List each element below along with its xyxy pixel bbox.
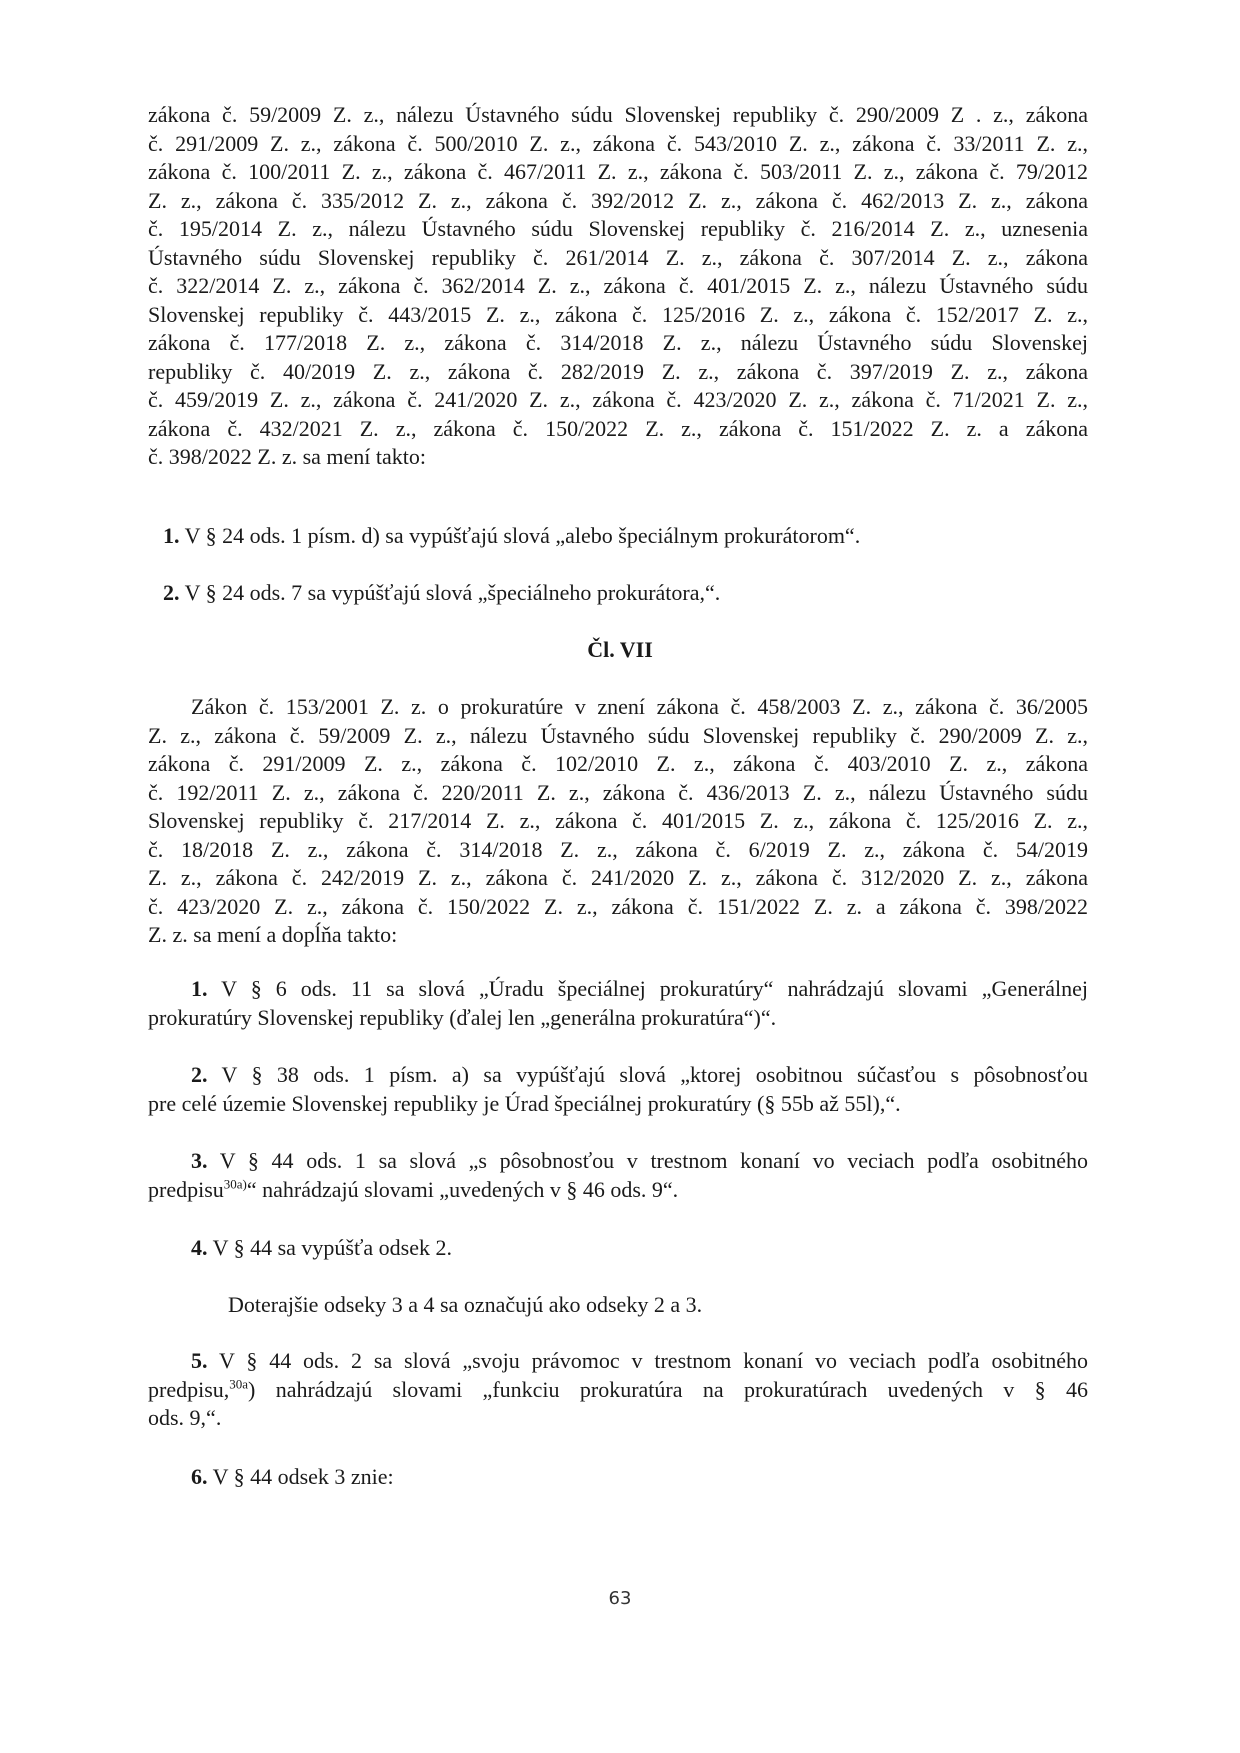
amendment-item-b1 — [148, 976, 1088, 1033]
text-line: č. 398/2022 Z. z. sa mení takto: — [148, 444, 426, 469]
item-number: 6. — [191, 1464, 208, 1489]
text-line — [148, 1177, 1088, 1206]
amendment-item-b2 — [148, 1062, 1088, 1119]
text-line: Zákon č. 153/2001 Z. z. o prokuratúre v znení zákona č. 458/2003 Z. z., zákona č. 36/2005 — [191, 694, 1088, 719]
text-line: č. 195/2014 Z. z., nálezu Ústavného súdu Slovenskej republiky č. 216/2014 Z. z., uznesenia — [148, 216, 1088, 241]
amendment-item-b4-note: Doterajšie odseky 3 a 4 sa označujú ako odseky 2 a 3. — [228, 1292, 703, 1317]
paragraph-amendment-list — [148, 102, 1088, 473]
item-number: 5. — [191, 1348, 208, 1373]
text-line: zákona č. 100/2011 Z. z., zákona č. 467/2011 Z. z., zákona č. 503/2011 Z. z., zákona č. 79/2012 — [148, 159, 1088, 184]
amendment-item-1 — [163, 522, 1088, 551]
text-line: zákona č. 432/2021 Z. z., zákona č. 150/2022 Z. z., zákona č. 151/2022 Z. z. a zákona — [148, 415, 1088, 441]
amendment-item-b3 — [148, 1148, 1088, 1205]
page-number: 63 — [608, 1588, 632, 1609]
text-line: Slovenskej republiky č. 443/2015 Z. z., zákona č. 125/2016 Z. z., zákona č. 152/2017 Z. z., — [148, 301, 1088, 327]
text-line — [148, 1148, 1088, 1177]
article-heading: Čl. VII — [587, 637, 653, 662]
item-number: 1. — [191, 976, 208, 1001]
text-line — [148, 1062, 1088, 1091]
item-text: V § 44 odsek 3 znie: — [207, 1464, 394, 1489]
text-line: č. 423/2020 Z. z., zákona č. 150/2022 Z. z., zákona č. 151/2022 Z. z. a zákona č. 398/2022 — [148, 893, 1088, 919]
item-number: 2. — [163, 580, 180, 605]
text-line: č. 291/2009 Z. z., zákona č. 500/2010 Z. z., zákona č. 543/2010 Z. z., zákona č. 33/2011 Z. z., — [148, 130, 1088, 156]
item-text: V § 44 sa vypúšťa odsek 2. — [207, 1235, 452, 1260]
text-line: Z. z. sa mení a dopĺňa takto: — [148, 922, 398, 947]
item-number: 4. — [191, 1235, 208, 1260]
amendment-item-b4 — [191, 1234, 1116, 1263]
footnote-reference: 30a) — [223, 1176, 247, 1192]
text-line — [148, 1377, 1088, 1406]
text-line: Ústavného súdu Slovenskej republiky č. 261/2014 Z. z., zákona č. 307/2014 Z. z., zákona — [148, 244, 1088, 270]
item-text: V § 44 ods. 1 sa slová „s pôsobnosťou v trestnom konaní vo veciach podľa osobitného — [207, 1148, 1088, 1173]
footnote-reference: 30a — [229, 1376, 249, 1392]
text-line: Z. z., zákona č. 59/2009 Z. z., nálezu Ústavného súdu Slovenskej republiky č. 290/2009 Z. z., — [148, 722, 1088, 748]
text-line — [148, 976, 1088, 1005]
text-line: prokuratúry Slovenskej republiky (ďalej len „generálna prokuratúra“)“. — [148, 1004, 777, 1030]
text-line: č. 18/2018 Z. z., zákona č. 314/2018 Z. z., zákona č. 6/2019 Z. z., zákona č. 54/2019 — [148, 836, 1088, 862]
text-line: Z. z., zákona č. 242/2019 Z. z., zákona č. 241/2020 Z. z., zákona č. 312/2020 Z. z., zákona — [148, 865, 1088, 890]
item-text: V § 44 ods. 2 sa slová „svoju právomoc v trestnom konaní vo veciach podľa osobitného — [207, 1348, 1088, 1373]
text-line: č. 459/2019 Z. z., zákona č. 241/2020 Z. z., zákona č. 423/2020 Z. z., zákona č. 71/2021 Z. z., — [148, 387, 1088, 412]
text-line: zákona č. 177/2018 Z. z., zákona č. 314/2018 Z. z., nálezu Ústavného súdu Slovenskej — [148, 330, 1088, 355]
item-text: V § 6 ods. 11 sa slová „Úradu špeciálnej prokuratúry“ nahrádzajú slovami „Generálnej — [207, 976, 1088, 1001]
item-text: predpisu, — [148, 1376, 230, 1402]
item-number: 3. — [191, 1148, 208, 1173]
text-line: č. 192/2011 Z. z., zákona č. 220/2011 Z. z., zákona č. 436/2013 Z. z., nálezu Ústavného súdu — [148, 779, 1088, 805]
item-number: 2. — [191, 1062, 208, 1087]
text-line: ods. 9,“. — [148, 1405, 222, 1430]
item-text: V § 38 ods. 1 písm. a) sa vypúšťajú slová „ktorej osobitnou súčasťou s pôsobnosťou — [207, 1062, 1088, 1087]
item-text: V § 24 ods. 7 sa vypúšťajú slová „špeciálneho prokurátora,“. — [179, 580, 721, 605]
item-number: 1. — [163, 523, 180, 548]
text-line: pre celé územie Slovenskej republiky je Úrad špeciálnej prokuratúry (§ 55b až 55l),“. — [148, 1090, 901, 1116]
text-line: Slovenskej republiky č. 217/2014 Z. z., zákona č. 401/2015 Z. z., zákona č. 125/2016 Z. z., — [148, 808, 1088, 833]
item-text: “ nahrádzajú slovami „uvedených v § 46 ods. 9“. — [246, 1176, 679, 1202]
item-text: V § 24 ods. 1 písm. d) sa vypúšťajú slová „alebo špeciálnym prokurátorom“. — [179, 523, 861, 548]
text-line: republiky č. 40/2019 Z. z., zákona č. 282/2019 Z. z., zákona č. 397/2019 Z. z., zákona — [148, 358, 1088, 384]
amendment-item-2 — [163, 579, 1088, 608]
paragraph-article-vii — [148, 694, 1088, 951]
text-line — [148, 1348, 1088, 1377]
amendment-item-b5 — [148, 1348, 1088, 1434]
text-line: zákona č. 59/2009 Z. z., nálezu Ústavného súdu Slovenskej republiky č. 290/2009 Z . z., zákona — [148, 102, 1088, 127]
text-line: č. 322/2014 Z. z., zákona č. 362/2014 Z. z., zákona č. 401/2015 Z. z., nálezu Ústavného súdu — [148, 273, 1088, 298]
text-line: zákona č. 291/2009 Z. z., zákona č. 102/2010 Z. z., zákona č. 403/2010 Z. z., zákona — [148, 751, 1088, 776]
item-text: predpisu — [148, 1176, 224, 1202]
text-line: Z. z., zákona č. 335/2012 Z. z., zákona č. 392/2012 Z. z., zákona č. 462/2013 Z. z., zákona — [148, 187, 1088, 213]
amendment-item-b6 — [191, 1463, 1116, 1492]
item-text: ) nahrádzajú slovami „funkciu prokuratúra na prokuratúrach uvedených v § 46 — [248, 1376, 1088, 1402]
